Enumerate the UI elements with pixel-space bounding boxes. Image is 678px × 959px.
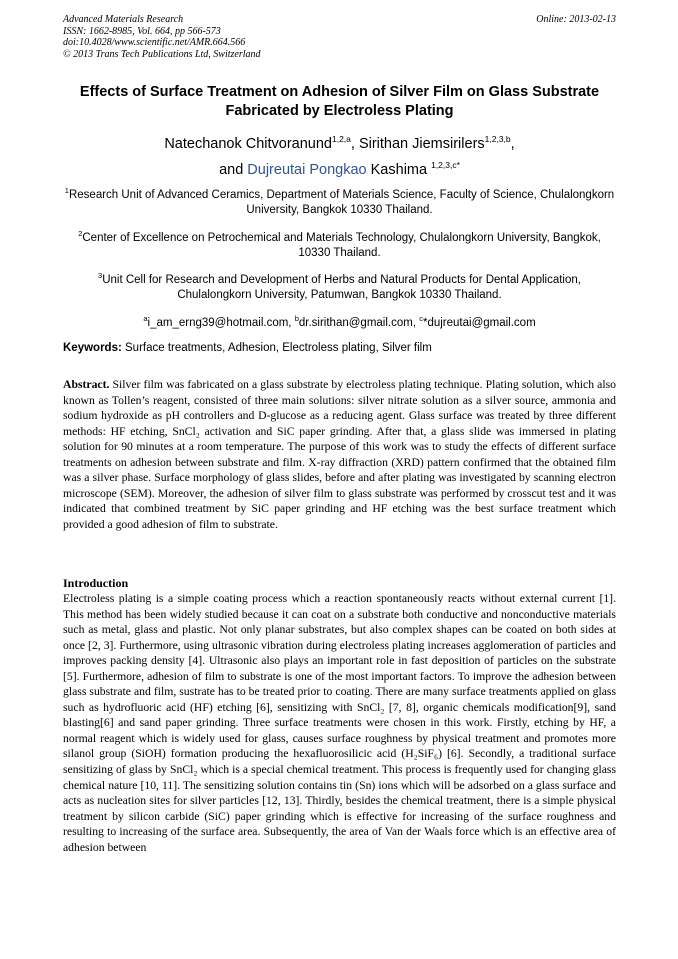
email-line bbox=[63, 311, 616, 331]
affiliation-1 bbox=[63, 183, 616, 218]
keywords bbox=[63, 341, 616, 356]
section-heading-introduction: Introduction bbox=[63, 576, 129, 590]
affiliation-text: Center of Excellence on Petrochemical and Materials Technology, Chulalongkorn University, Bangkok, 10330 Thailand. bbox=[82, 231, 601, 259]
keywords-text: Surface treatments, Adhesion, Electroless plating, Silver film bbox=[125, 342, 432, 354]
journal-header bbox=[63, 14, 616, 60]
journal-copyright: © 2013 Trans Tech Publications Ltd, Switzerland bbox=[63, 48, 261, 60]
email-superscript: c bbox=[419, 314, 423, 323]
affiliation-number: 2 bbox=[78, 229, 83, 238]
affiliation-number: 3 bbox=[98, 271, 103, 280]
author-list: Natechanok Chitvoranund$^{1,2,a}$, Sirithan Jiemsirilers$^{1,2,3,b}$, and Dujreutai Pongkao Kashima $^{1,2,3,c*}$ bbox=[164, 134, 515, 178]
author-name-highlight: Dujreutai Pongkao bbox=[247, 161, 367, 178]
email-a: i_am_erng39@hotmail.com, bbox=[147, 316, 292, 329]
author-conjunction: and bbox=[219, 161, 244, 178]
abstract-label: Abstract. bbox=[63, 378, 110, 391]
abstract-text: Silver film was fabricated on a glass substrate by electroless plating technique. Plating solution, which also known as Tollen’s reagent, consisted of three main solutions: silver nitrate solution as a silver source, ammonia and sodium hydroxide as pH controllers and D-glucose as a reducing agent. Glass surface was treated by three different methods: HF etching, SnCl₂ activation and SiC paper grinding. After that, a glass slide was immersed in plating solution for 90 minutes at a room temperature. The purpose of this work was to study the effects of different surface treatments on adhesion between substrate and film. X-ray diffraction (XRD) pattern confirmed that the obtained film was a silver phase. Surface morphology of glass slides, before and after plating was investigated by scanning electron microscope (SEM). Moreover, the adhesion of silver film to glass substrate was performed by crosscut test and it was indicated that combined treatment by SiC paper grinding and HF etching was the best surface treatment which provided a good adhesion of film to substrate. bbox=[63, 378, 617, 531]
affiliation-2 bbox=[63, 226, 616, 261]
journal-doi: doi:10.4028/www.scientific.net/AMR.664.566 bbox=[63, 37, 246, 48]
abstract bbox=[63, 377, 616, 532]
author-name: Natechanok Chitvoranund bbox=[164, 135, 332, 152]
email-superscript: a bbox=[143, 314, 148, 323]
author-superscript: 1,2,a bbox=[331, 134, 351, 144]
introduction-paragraph: Electroless plating is a simple coating process which a reaction spontaneously reacts without external current [1]. This method has been widely studied because it can coat on a substrate both conductive and nonconductive materials such as metal, glass and plastic. Not only planar substrates, but also complex shapes can be coated on both sides at once [2, 3]. Furthermore, using ultrasonic vibration during electroless plating increases agglomeration of particles and improves packing density [4]. Ultrasonic also plays an important role in fast deposition of particles on the substrate [5]. Furthermore, adhesion of film to substrate is one of the most important factors. To improve the adhesion between glass substrate and film, sustrate has to be treated prior to coating. There are many surface treatments applied on glass such as hydrofluoric acid (HF) etching [6], sensitizing with SnCl₂ [7, 8], organic chemicals modification[9], sand blasting[6] and sand paper grinding. Three surface treatments were chosen in this work. Firstly, etching by HF, a normal reagent which is widely used for glass, causes surface roughness by physical treatment and promotes more silanol group (SiOH) formation producing the hexafluorosilicic acid (H₂SiF₆) [6]. Secondly, a traditional surface sensitizing of glass by SnCl₂ which is a special chemical treatment. This process is frequently used for changing glass chemical nature [10, 11]. The sensitizing solution contains tin (Sn) ions which will be adsorbed on a glass surface and acts as nucleation sites for silver particles [12, 13]. Thirdly, besides the chemical treatment, there is a simple physical treatment by silicon carbide (SiC) paper grinding which is effective for increasing of the surface roughness and resulting to increasing of the surface area. Subsequently, the area of Van der Waals force which is an effective area of adhesion between bbox=[63, 592, 616, 854]
affiliation-number: 1 bbox=[64, 186, 69, 195]
affiliation-text: Unit Cell for Research and Development of Herbs and Natural Products for Dental Application, Chulalongkorn University, Patumwan, Bangkok 10330 Thailand. bbox=[102, 273, 581, 301]
paper-title: Effects of Surface Treatment on Adhesion of Silver Film on Glass Substrate Fabricated by Electroless Plating bbox=[79, 84, 600, 119]
journal-name: Advanced Materials Research bbox=[63, 14, 184, 25]
affiliation-text: Research Unit of Advanced Ceramics, Department of Materials Science, Faculty of Science, Chulalongkorn University, Bangkok 10330 Thailand. bbox=[68, 188, 615, 216]
email-c: *dujreutai@gmail.com bbox=[422, 316, 536, 329]
affiliation-3 bbox=[63, 268, 616, 303]
keywords-label: Keywords: bbox=[63, 342, 122, 354]
author-superscript: 1,2,3,b bbox=[484, 134, 511, 144]
author-name: Sirithan Jiemsirilers bbox=[358, 135, 485, 152]
author-superscript: 1,2,3,c* bbox=[431, 159, 460, 170]
author-name: Kashima bbox=[370, 161, 428, 178]
email-superscript: b bbox=[294, 314, 299, 323]
online-date: Online: 2013-02-13 bbox=[536, 14, 616, 25]
email-b: dr.sirithan@gmail.com, bbox=[298, 316, 417, 329]
journal-issn: ISSN: 1662-8985, Vol. 664, pp 566-573 bbox=[63, 25, 221, 37]
